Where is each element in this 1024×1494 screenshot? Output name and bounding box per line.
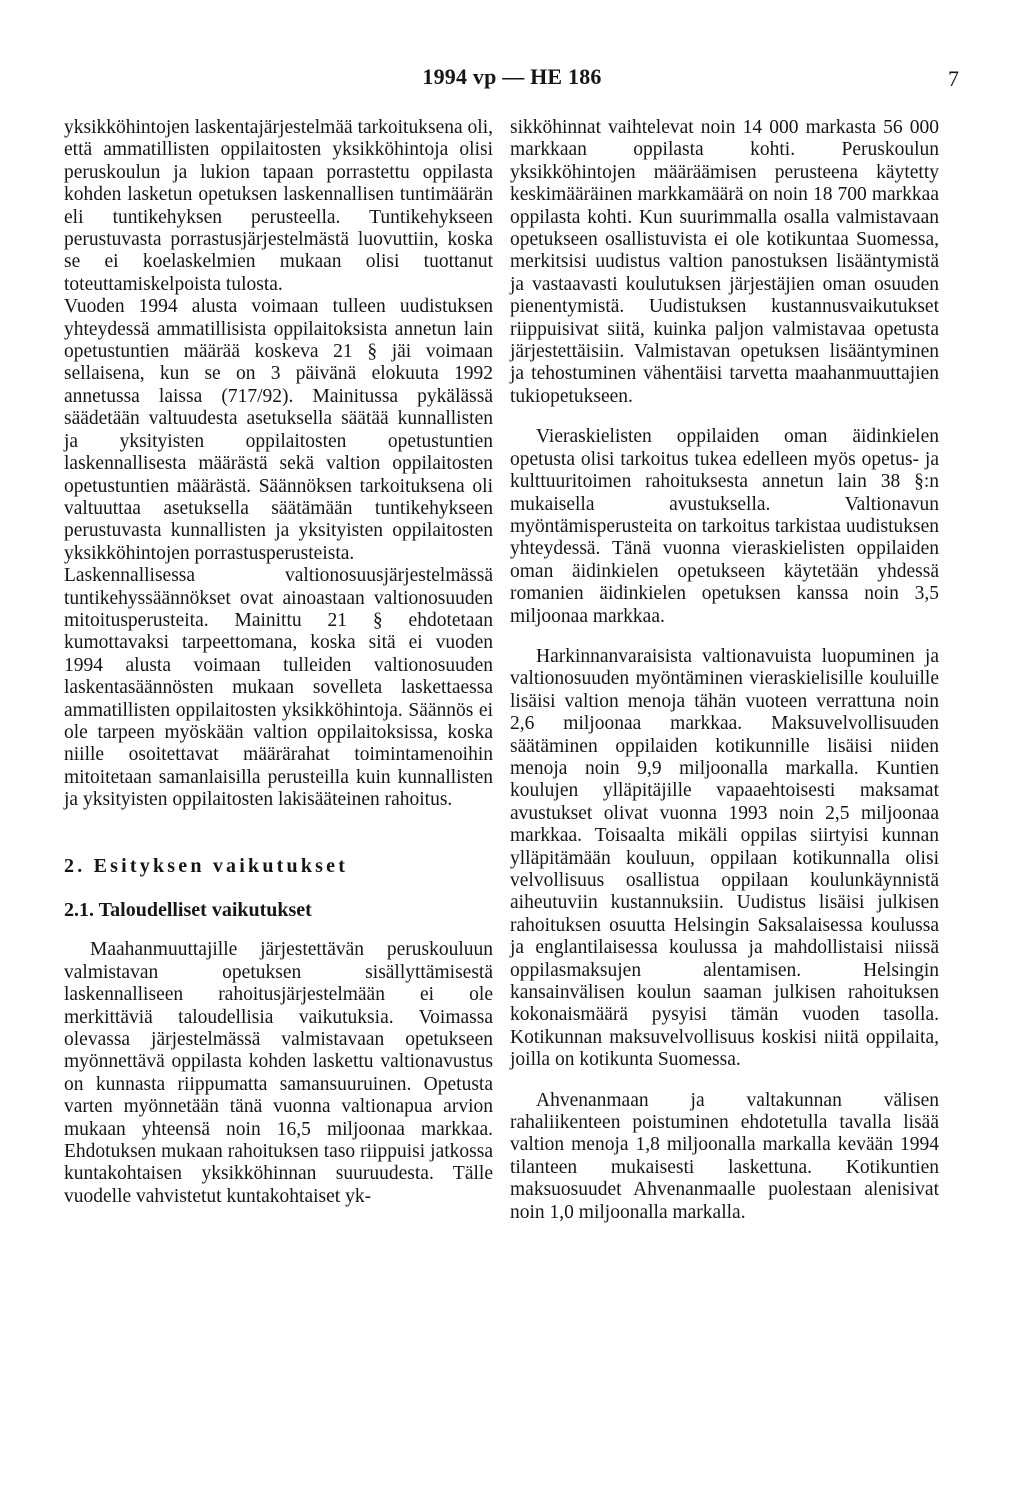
left-column	[64, 117, 493, 1208]
right-column	[510, 117, 939, 1224]
subsection-heading: 2.1. Taloudelliset vaikutukset	[64, 899, 312, 921]
body-paragraph: Maahanmuuttajille järjestettävän peruskouluun valmistavan opetuksen sisällyttämisestä laskennalliseen rahoitusjärjestelmään ei ole merkittäviä taloudellisia vaikutuksia. Voimassa olevassa järjestelmässä valmistavaan opetukseen myönnettävä oppilasta kohden laskettu valtionavustus on kunnasta riippumatta samansuuruinen. Opetusta varten myönnetään tänä vuonna valtionapua arvion mukaan yhteensä noin 16,5 miljoonaa markkaa. Ehdotuksen mukaan rahoituksen taso riippuisi jatkossa kuntakohtaisen yksikköhinnan suuruudesta. Tälle vuodelle vahvistetut kuntakohtaiset yk-	[64, 939, 493, 1207]
body-paragraph: Harkinnanvaraisista valtionavuista luopuminen ja valtionosuuden myöntäminen vieraskielisille kouluille lisäisi valtion menoja tähän vuoteen verrattuna noin 2,6 miljoonaa markkaa. Maksuvelvollisuuden säätäminen oppilaiden kotikunnille lisäisi niiden menoja noin 9,9 miljoonalla markalla. Kuntien koulujen ylläpitäjille vapaaehtoisesti maksamat avustukset olivat vuonna 1993 noin 2,5 miljoonaa markkaa. Toisaalta mikäli oppilas siirtyisi kunnan ylläpitämään kouluun, oppilaan kotikunnalla olisi velvollisuus osallistua oppilaan koulunkäynnistä aiheutuviin kustannuksiin. Uudistus lisäisi julkisen rahoituksen osuutta Helsingin Saksalaisessa koulussa ja englantilaisessa koulussa ja mahdollistaisi niissä oppilasmaksujen alentamisen. Helsingin kansainvälisen koulun saaman julkisen rahoituksen kokonaismäärä pysyisi tämän vuoden tasolla. Kotikunnan maksuvelvollisuus koskisi niitä oppilaita, joilla on kotikunta Suomessa.	[510, 645, 939, 1071]
body-paragraph: Ahvenanmaan ja valtakunnan välisen rahaliikenteen poistuminen ehdotetulla tavalla lisää valtion menoja 1,8 miljoonalla markalla kevään 1994 tilanteen mukaisesti laskettuna. Kotikuntien maksuosuudet Ahvenanmaalle puolestaan alenisivat noin 1,0 miljoonalla markalla.	[510, 1089, 939, 1223]
running-title: 1994 vp — HE 186	[422, 64, 602, 89]
section-heading: 2. Esityksen vaikutukset	[64, 854, 349, 877]
page-number: 7	[948, 66, 959, 91]
body-paragraph: sikköhinnat vaihtelevat noin 14 000 markasta 56 000 markkaan oppilasta kohti. Peruskoulun yksikköhintojen määräämisen perusteena käytetty keskimääräinen markkamäärä on noin 18 700 markkaa oppilasta kohti. Kun suurimmalla osalla valmistavaan opetukseen osallistuvista ei ole kotikuntaa Suomessa, merkitsisi uudistus valtion panostuksen lisääntymistä ja vastaavasti koulutuksen järjestäjien oman osuuden pienentymistä. Uudistuksen kustannusvaikutukset riippuisivat siitä, kuinka paljon valmistavaa opetusta järjestettäisiin. Valmistavan opetuksen lisääntyminen ja tehostuminen vähentäisi tarvetta maahanmuuttajien tukiopetukseen.	[510, 117, 939, 407]
body-paragraph: yksikköhintojen laskentajärjestelmää tarkoituksena oli, että ammatillisten oppilaitosten yksikköhintoja olisi peruskoulun ja lukion tapaan porrastettu oppilasta kohden lasketun opetuksen laskennallisen tuntimäärän eli tuntikehyksen perusteella. Tuntikehykseen perustuvasta porrastusjärjestelmästä luovuttiin, koska se ei koelaskelmien mukaan olisi tuottanut toteuttamiskelpoista tulosta.	[64, 117, 493, 295]
body-paragraph: Vuoden 1994 alusta voimaan tulleen uudistuksen yhteydessä ammatillisista oppilaitoksista annetun lain opetustuntien määrää koskeva 21 § jäi voimaan sellaisena, kun se on 3 päivänä elokuuta 1992 annetussa laissa (717/92). Mainitussa pykälässä säädetään valtuudesta asetuksella säätää kunnallisten ja yksityisten oppilaitosten opetustuntien laskennallisesta määrästä sekä valtion oppilaitosten opetustuntien määrästä. Säännöksen tarkoituksena oli valtuuttaa asetuksella säätämään tuntikehykseen perustuvasta kunnallisten ja yksityisten oppilaitosten yksikköhintojen porrastusperusteista.	[64, 296, 493, 564]
body-paragraph: Laskennallisessa valtionosuusjärjestelmässä tuntikehyssäännökset ovat ainoastaan valtionosuuden mitoitusperusteita. Mainittu 21 § ehdotetaan kumottavaksi tarpeettomana, koska sitä ei vuoden 1994 alusta voimaan tulleiden valtionosuuden laskentasäännösten mukaan sovelleta laskettaessa ammatillisten oppilaitosten yksikköhintoja. Säännös ei ole tarpeen myöskään valtion oppilaitoksissa, koska niille osoitettavat määrärahat toimintamenoihin mitoitetaan samanlaisilla perusteilla kuin kunnallisten ja yksityisten oppilaitosten lakisääteinen rahoitus.	[64, 565, 493, 811]
body-paragraph: Vieraskielisten oppilaiden oman äidinkielen opetusta olisi tarkoitus tukea edelleen myös opetus- ja kulttuuritoimen rahoituksesta annetun lain 38 §:n mukaisella avustuksella. Valtionavun myöntämisperusteita on tarkoitus tarkistaa uudistuksen yhteydessä. Tänä vuonna vieraskielisten oppilaiden oman äidinkielen opetukseen käytetään yhdessä romanien äidinkielen opetuksen kanssa noin 3,5 miljoonaa markkaa.	[510, 426, 939, 627]
